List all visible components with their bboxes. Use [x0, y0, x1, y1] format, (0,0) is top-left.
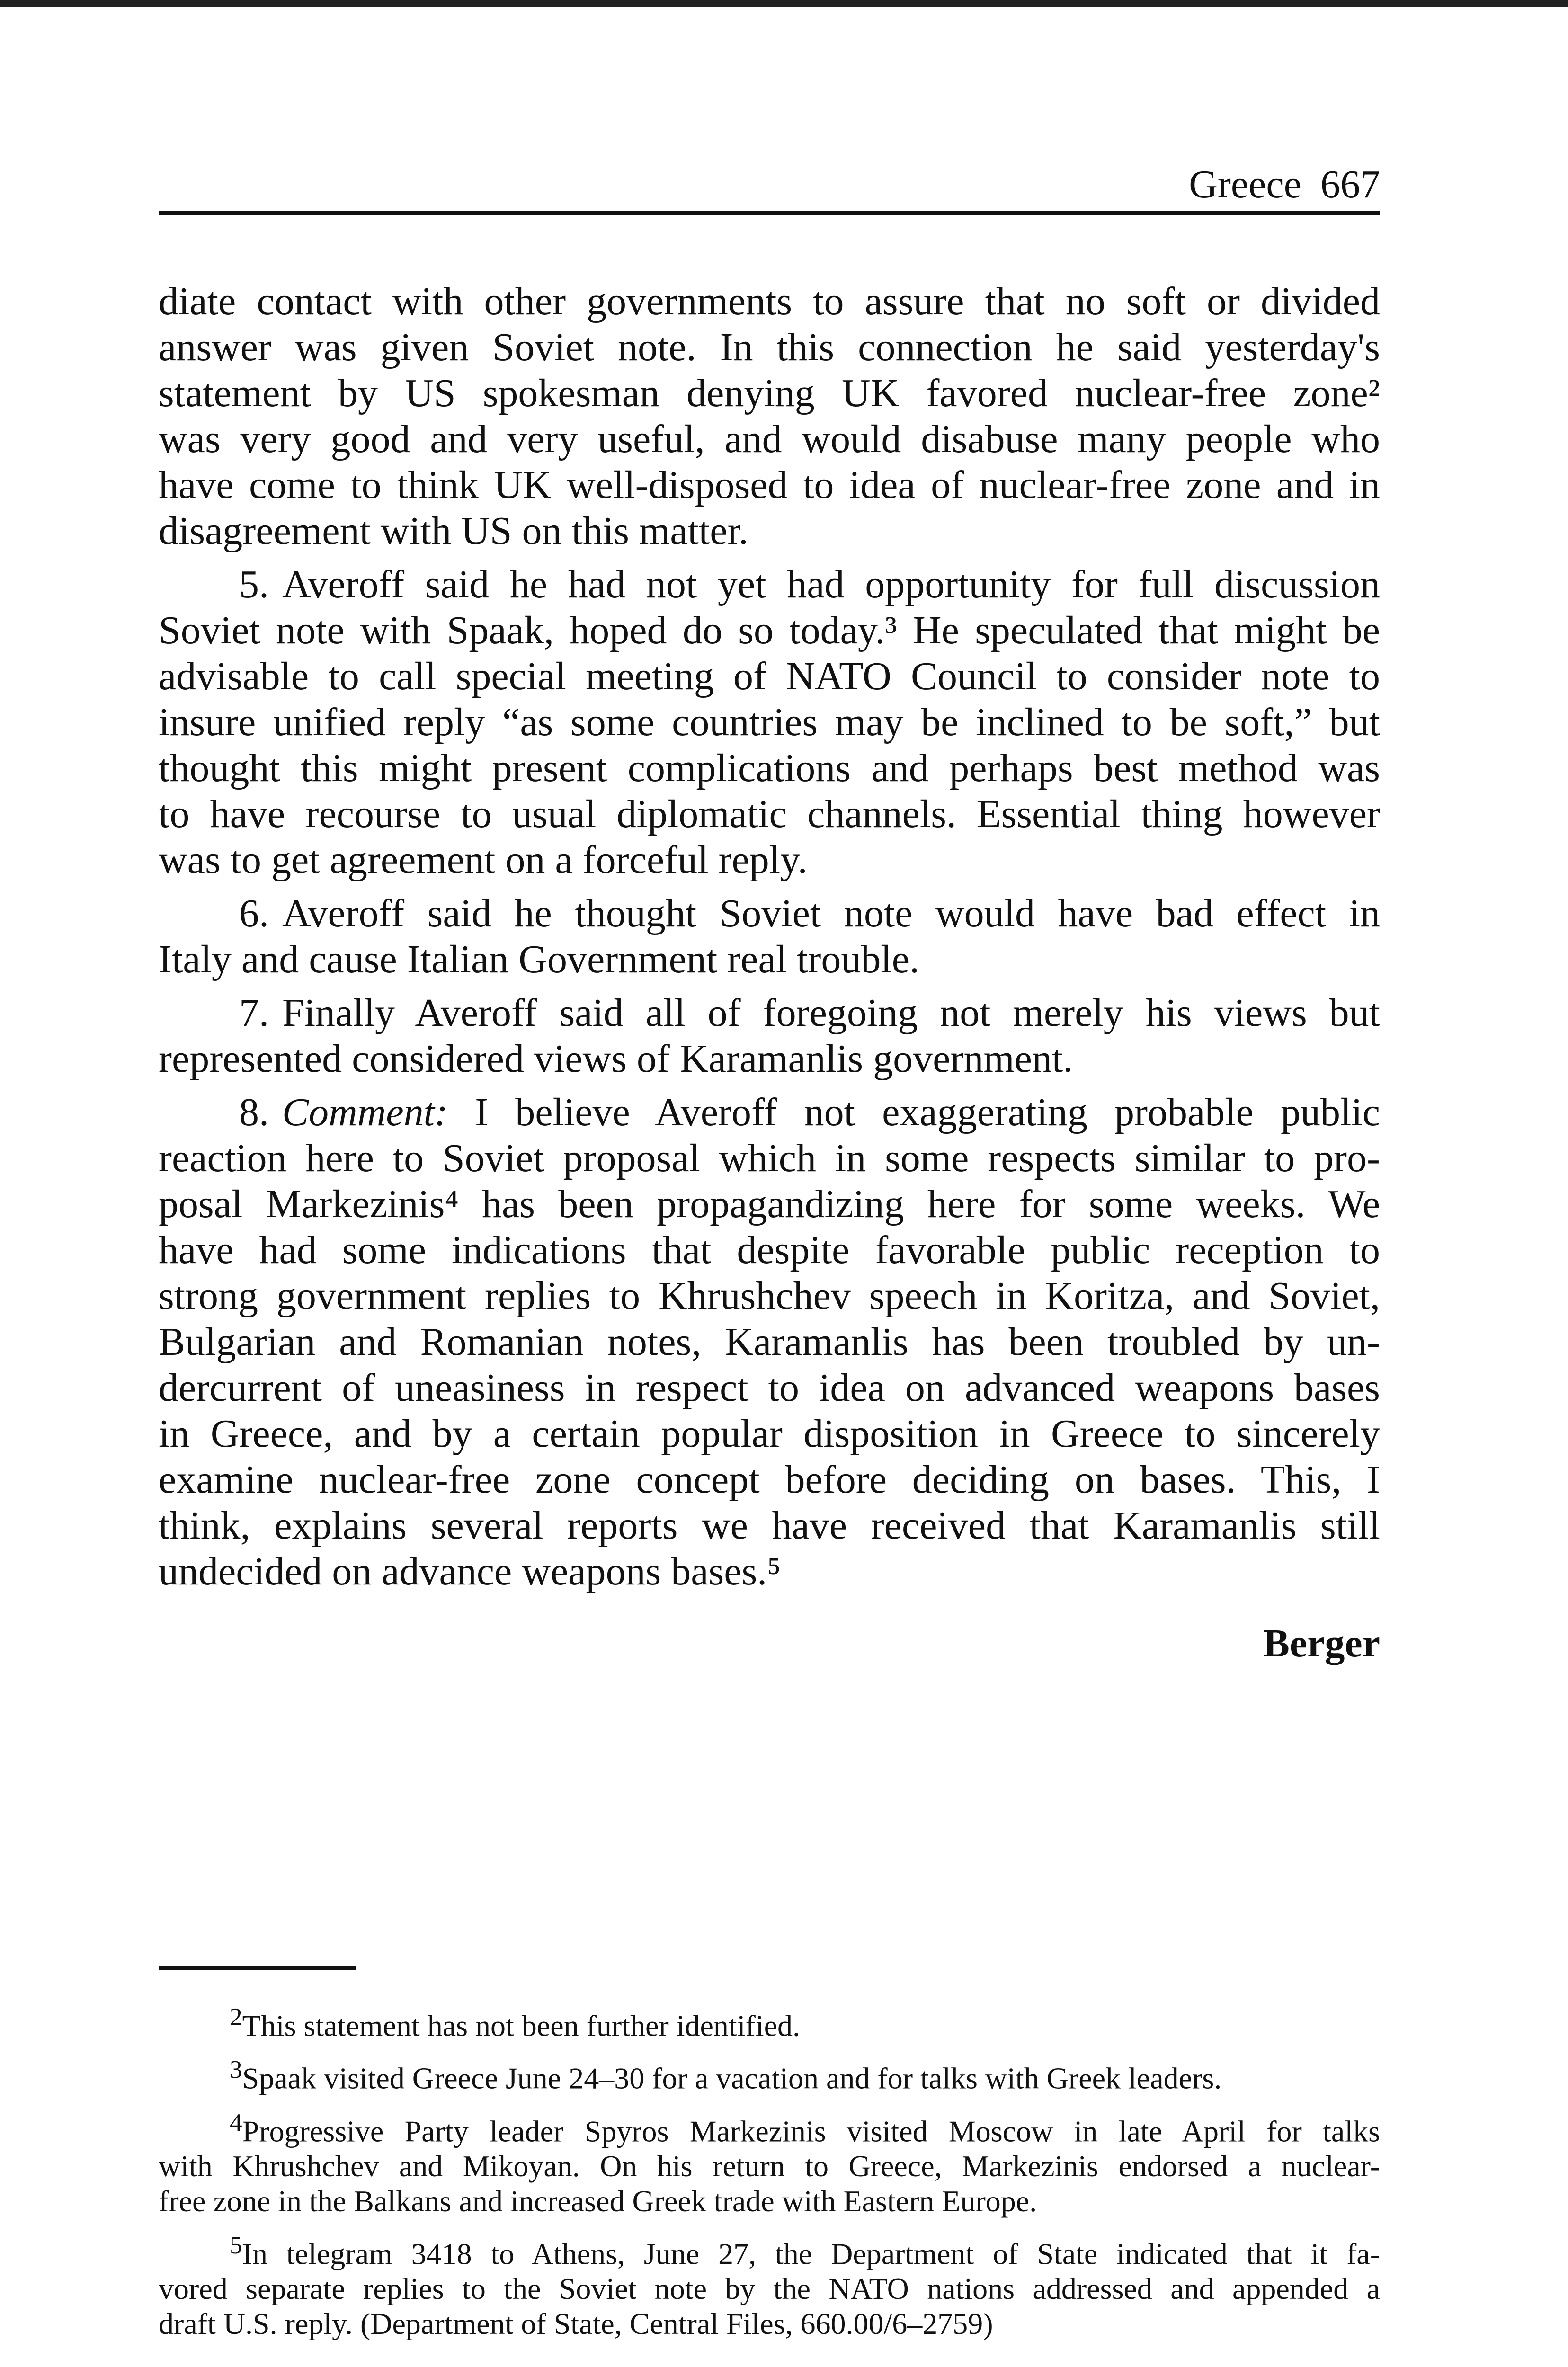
- footnote: [159, 2105, 1380, 2219]
- footnote-line: [159, 1999, 1380, 2043]
- text-line: examine nuclear-free zone concept before deciding on bases. This, I: [159, 1458, 1380, 1502]
- text-line: posal Markezinis⁴ has been propagandizing here for some weeks. We: [159, 1182, 1380, 1226]
- footnote-number: 3: [230, 2055, 242, 2084]
- footnote-line: free zone in the Balkans and increased Greek trade with Eastern Europe.: [159, 2184, 1037, 2218]
- paragraph-number: 5.: [239, 562, 269, 606]
- page-number: 667: [1320, 162, 1380, 206]
- text-line: advisable to call special meeting of NATO Council to consider note to: [159, 654, 1380, 698]
- italic-lead: Comment:: [282, 1090, 448, 1134]
- paragraph: [159, 561, 1380, 883]
- text-line: diate contact with other governments to assure that no soft or divided: [159, 279, 1380, 323]
- footnote-line: with Khrushchev and Mikoyan. On his return to Greece, Markezinis endorsed a nuclear-: [159, 2149, 1380, 2183]
- text-line: represented considered views of Karamanlis government.: [159, 1037, 1073, 1081]
- text-line: think, explains several reports we have received that Karamanlis still: [159, 1504, 1380, 1548]
- section-title: Greece: [1189, 162, 1301, 206]
- text-line: insure unified reply “as some countries may be inclined to be soft,” but: [159, 700, 1380, 744]
- footnote-line: draft U.S. reply. (Department of State, Central Files, 660.00/6–2759): [159, 2307, 993, 2341]
- text-line: was to get agreement on a forceful reply.: [159, 838, 808, 882]
- footnote: [159, 2052, 1380, 2096]
- scan-edge: [0, 0, 1568, 7]
- line-text: Averoff said he had not yet had opportunity for full discussion: [282, 562, 1380, 606]
- text-line: Italy and cause Italian Government real trouble.: [159, 937, 919, 981]
- text-line: reaction here to Soviet proposal which in some respects similar to pro-: [159, 1136, 1380, 1180]
- paragraph: [159, 890, 1380, 982]
- signature: Berger: [1263, 1621, 1380, 1665]
- line-text: I believe Averoff not exaggerating probable public: [475, 1090, 1381, 1134]
- text-line: Soviet note with Spaak, hoped do so today.³ He speculated that might be: [159, 608, 1380, 652]
- text-line: [159, 561, 1380, 607]
- line-text: Spaak visited Greece June 24–30 for a vacation and for talks with Greek leaders.: [242, 2061, 1222, 2095]
- body-text: [159, 278, 1380, 1594]
- footnote-number: 4: [230, 2108, 242, 2136]
- text-line: was very good and very useful, and would disabuse many people who: [159, 417, 1380, 461]
- text-line: dercurrent of uneasiness in respect to idea on advanced weapons bases: [159, 1366, 1380, 1410]
- text-line: to have recourse to usual diplomatic channels. Essential thing however: [159, 792, 1380, 836]
- line-text: This statement has not been further identified.: [242, 2009, 800, 2043]
- footnote-number: 2: [230, 2002, 242, 2031]
- text-line: answer was given Soviet note. In this connection he said yesterday's: [159, 325, 1380, 369]
- footnote-line: [159, 2105, 1380, 2149]
- running-header: [159, 161, 1380, 208]
- paragraph: [159, 990, 1380, 1082]
- footnote: [159, 2227, 1380, 2341]
- line-text: Finally Averoff said all of foregoing not merely his views but: [282, 991, 1380, 1035]
- line-text: Averoff said he thought Soviet note would have bad effect in: [282, 891, 1380, 935]
- footnote-line: [159, 2052, 1380, 2096]
- footnote-line: [159, 2227, 1380, 2271]
- text-line: thought this might present complications and perhaps best method was: [159, 746, 1380, 790]
- text-line: [159, 1089, 1380, 1135]
- footnote: [159, 1999, 1380, 2043]
- footnote-rule: [159, 1966, 356, 1970]
- paragraph-number: 7.: [239, 991, 269, 1035]
- text-line: Bulgarian and Romanian notes, Karamanlis has been troubled by un-: [159, 1320, 1380, 1364]
- text-line: strong government replies to Khrushchev speech in Koritza, and Soviet,: [159, 1274, 1380, 1318]
- footnote-line: vored separate replies to the Soviet note by the NATO nations addressed and appended a: [159, 2272, 1380, 2306]
- text-line: have had some indications that despite favorable public reception to: [159, 1228, 1380, 1272]
- header-rule: [159, 211, 1380, 215]
- paragraph-number: 6.: [239, 891, 269, 935]
- line-text: Progressive Party leader Spyros Markezinis visited Moscow in late April for talks: [242, 2114, 1380, 2148]
- text-line: statement by US spokesman denying UK favored nuclear-free zone²: [159, 371, 1380, 415]
- text-line: have come to think UK well-disposed to idea of nuclear-free zone and in: [159, 463, 1380, 507]
- text-line: disagreement with US on this matter.: [159, 509, 748, 553]
- line-text: In telegram 3418 to Athens, June 27, the Department of State indicated that it fa-: [242, 2237, 1380, 2271]
- text-line: undecided on advance weapons bases.⁵: [159, 1549, 781, 1593]
- paragraph: [159, 1089, 1380, 1594]
- text-line: [159, 990, 1380, 1036]
- footnotes: [159, 1999, 1380, 2341]
- paragraph-number: 8.: [239, 1090, 269, 1134]
- footnote-number: 5: [230, 2230, 242, 2259]
- text-line: [159, 890, 1380, 936]
- text-line: in Greece, and by a certain popular disposition in Greece to sincerely: [159, 1412, 1380, 1456]
- paragraph: [159, 278, 1380, 554]
